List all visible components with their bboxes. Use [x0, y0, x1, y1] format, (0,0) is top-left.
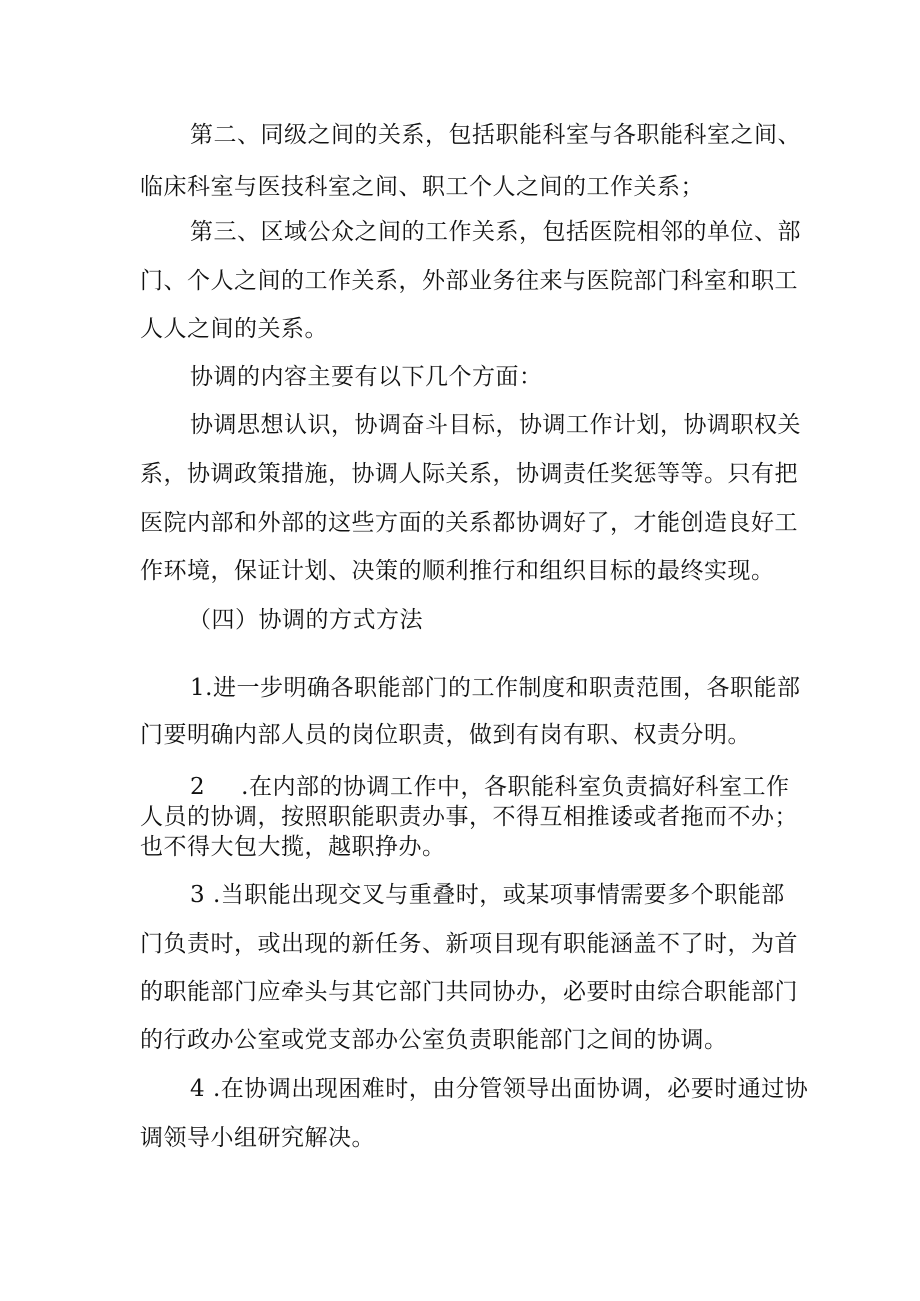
list-item-line: 的职能部门应牵头与其它部门共同协办，必要时由综合职能部门 — [140, 979, 798, 1005]
paragraph-line: 第二、同级之间的关系，包括职能科室与各职能科室之间、 — [190, 122, 801, 148]
list-item-text: .在内部的协调工作中，各职能科室负责搞好科室工作 — [241, 774, 790, 800]
list-item-line: 门要明确内部人员的岗位职责，做到有岗有职、权责分明。 — [140, 722, 751, 748]
paragraph-line: 人人之间的关系。 — [140, 316, 328, 342]
list-item-line: 4 .在协调出现困难时，由分管领导出面协调，必要时通过协 — [190, 1076, 809, 1102]
section-heading: （四）协调的方式方法 — [188, 607, 423, 633]
list-item-number: 2 — [190, 774, 206, 800]
list-item-line: 调领导小组研究解决。 — [140, 1125, 375, 1151]
list-item-line: 3 .当职能出现交叉与重叠时，或某项事情需要多个职能部 — [190, 882, 785, 908]
list-item-line: 1.进一步明确各职能部门的工作制度和职责范围，各职能部 — [190, 675, 801, 701]
paragraph-line: 协调的内容主要有以下几个方面： — [190, 364, 543, 390]
paragraph-line: 临床科室与医技科室之间、职工个人之间的工作关系； — [140, 174, 704, 200]
paragraph-line: 作环境，保证计划、决策的顺利推行和组织目标的最终实现。 — [140, 558, 775, 584]
paragraph-line: 医院内部和外部的这些方面的关系都协调好了，才能创造良好工 — [140, 510, 798, 536]
list-item-line: 的行政办公室或党支部办公室负责职能部门之间的协调。 — [140, 1027, 728, 1053]
paragraph-line: 第三、区域公众之间的工作关系，包括医院相邻的单位、部 — [190, 219, 801, 245]
list-item-line: 也不得大包大揽，越职挣办。 — [140, 834, 446, 860]
paragraph-line: 系，协调政策措施，协调人际关系，协调责任奖惩等等。只有把 — [140, 461, 798, 487]
list-item-line — [190, 772, 789, 802]
list-item-line: 门负责时，或出现的新任务、新项目现有职能涵盖不了时，为首 — [140, 931, 798, 957]
list-item-line: 人员的协调，按照职能职责办事，不得互相推诿或者拖而不办； — [140, 804, 798, 830]
paragraph-line: 门、个人之间的工作关系，外部业务往来与医院部门科室和职工 — [140, 268, 798, 294]
paragraph-line: 协调思想认识，协调奋斗目标，协调工作计划，协调职权关 — [190, 412, 801, 438]
